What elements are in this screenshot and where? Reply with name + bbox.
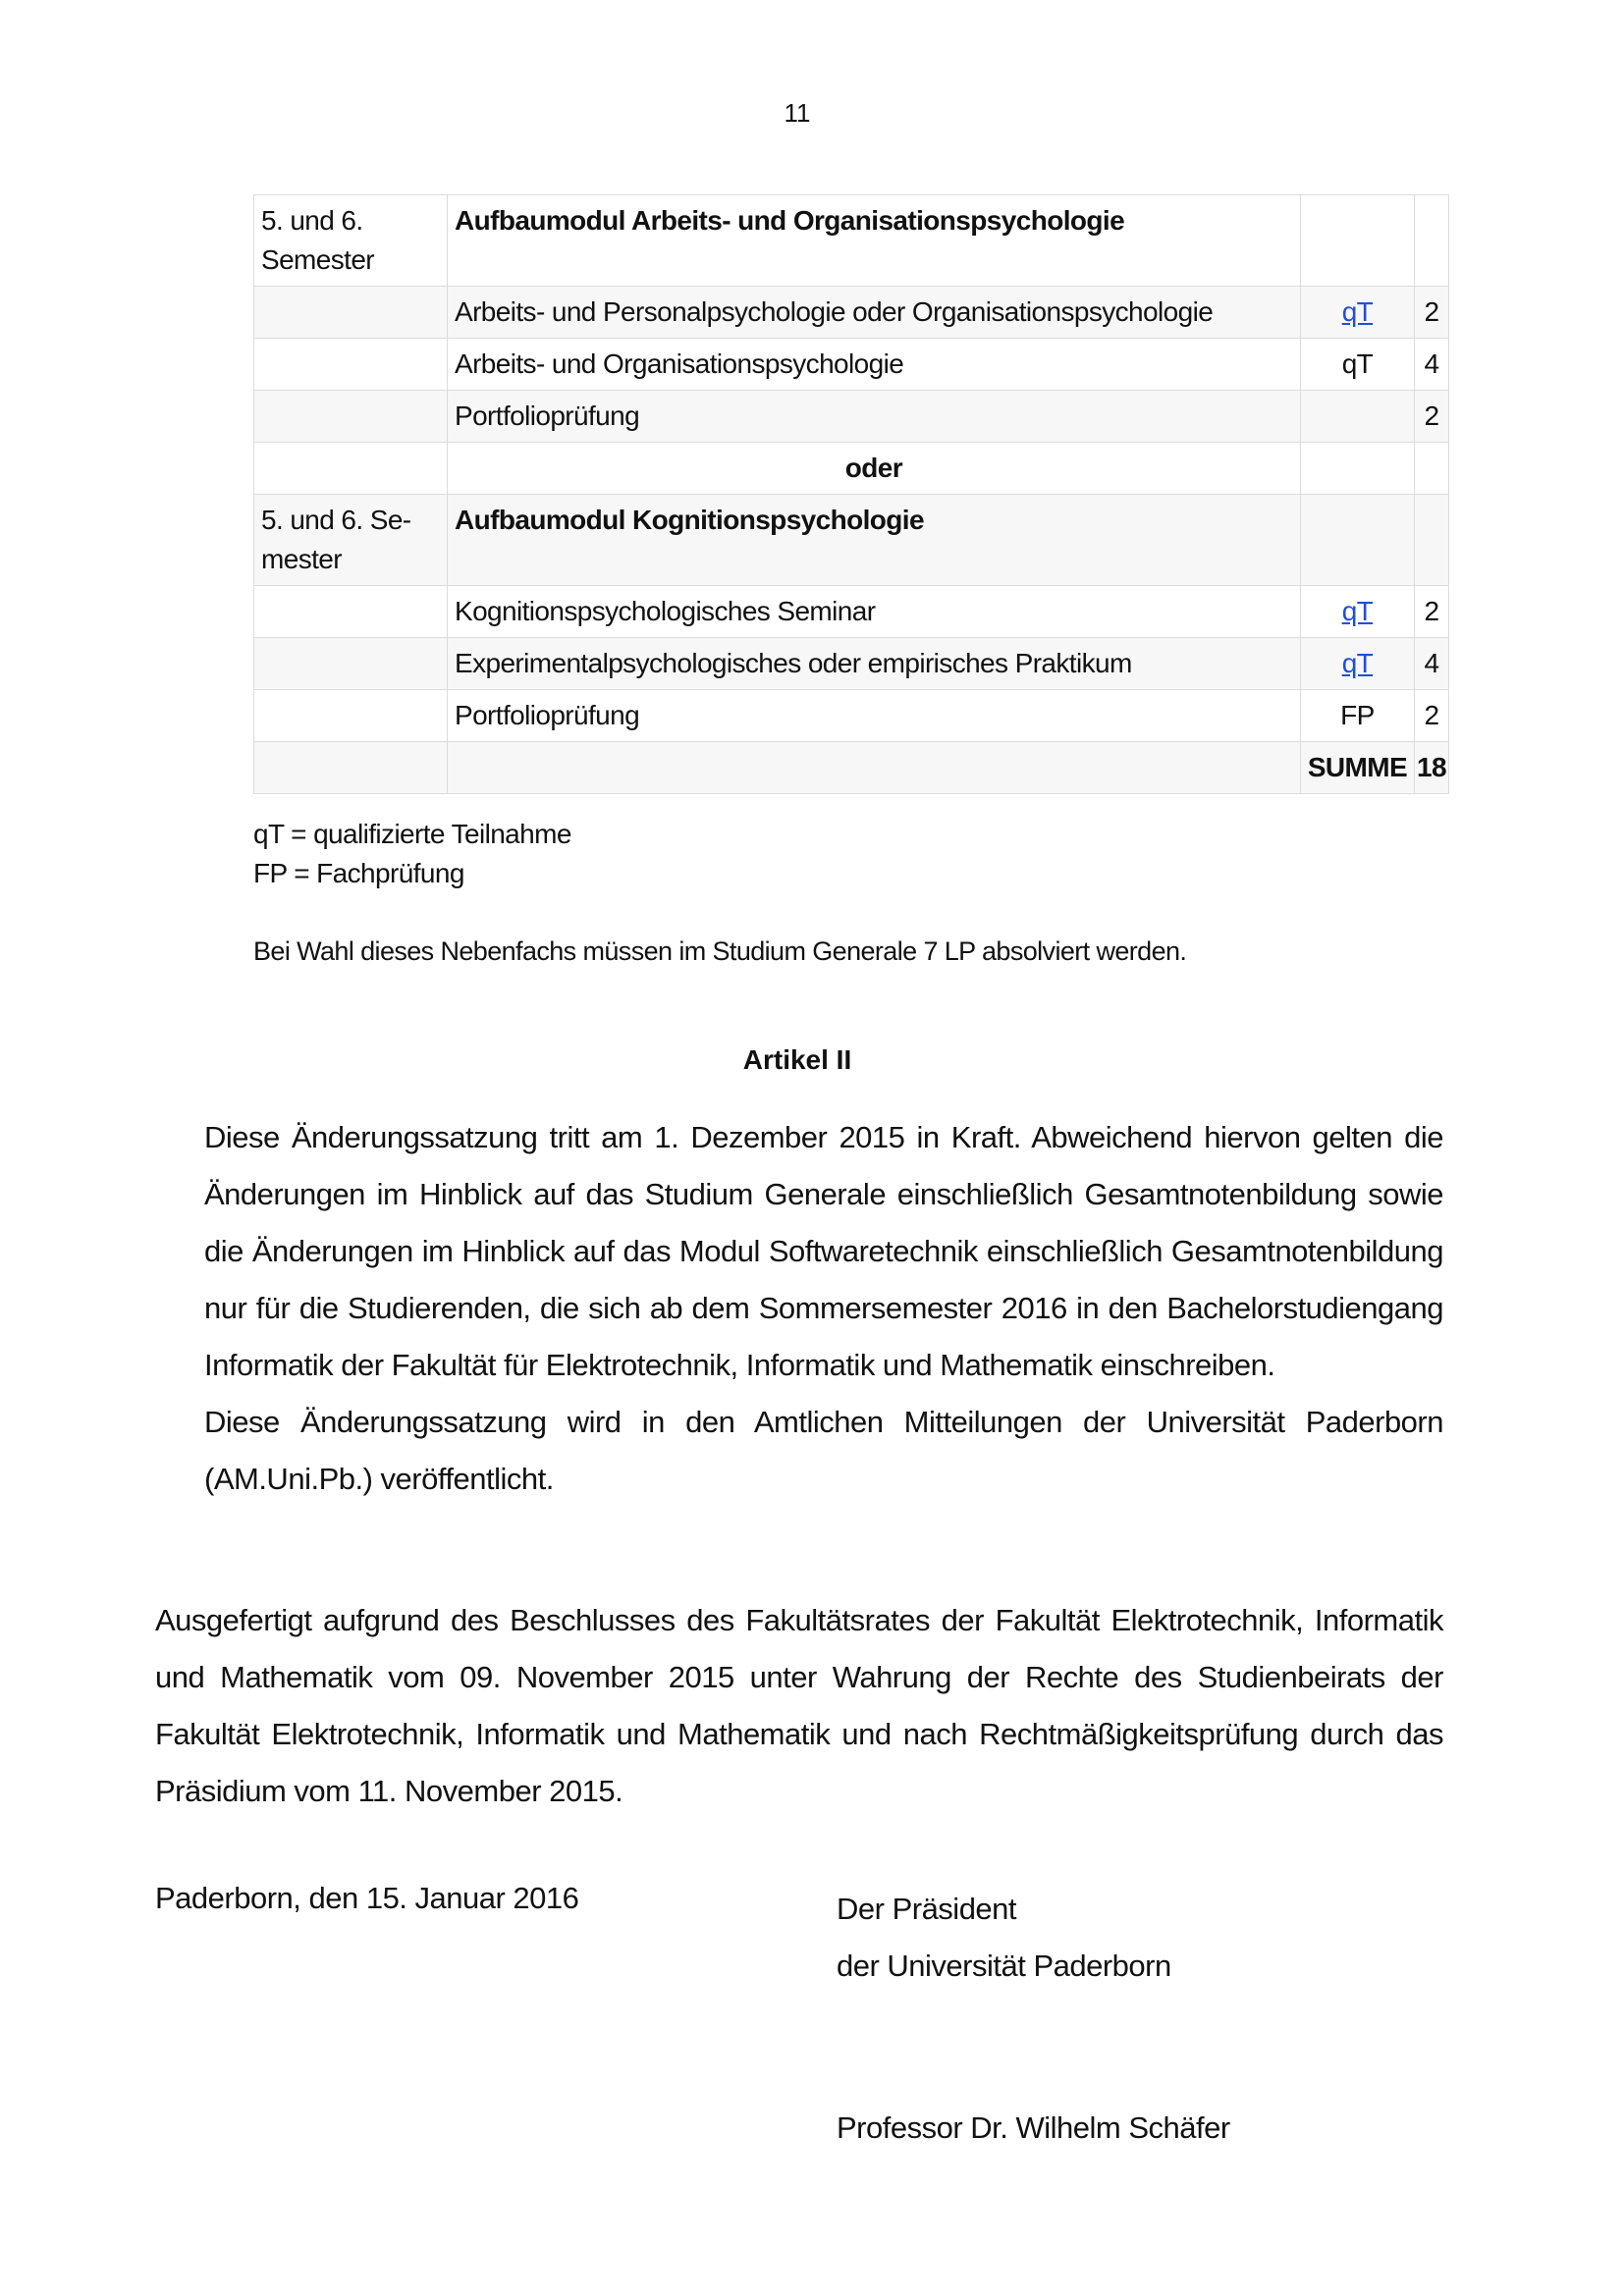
sum-label: SUMME bbox=[1300, 742, 1414, 794]
lp-cell bbox=[1415, 495, 1449, 586]
course-cell: Arbeits- und Personalpsychologie oder Organisationspsychologie bbox=[448, 287, 1301, 339]
note: Bei Wahl dieses Nebenfachs müssen im Studium Generale 7 LP absolviert werden. bbox=[253, 936, 1187, 966]
semester-cell bbox=[254, 742, 448, 794]
module-table bbox=[253, 194, 1449, 794]
table-row bbox=[254, 495, 1449, 586]
semester-cell bbox=[254, 339, 448, 391]
course-cell: Kognitionspsychologisches Seminar bbox=[448, 586, 1301, 638]
course-cell: Experimentalpsychologisches oder empirisches Praktikum bbox=[448, 638, 1301, 690]
article-paragraph-2: Diese Änderungssatzung wird in den Amtlichen Mitteilungen der Universität Paderborn (AM.Uni.Pb.) veröffentlicht. bbox=[204, 1405, 1443, 1496]
lp-cell: 2 bbox=[1415, 586, 1449, 638]
legend-qt: qT = qualifizierte Teilnahme bbox=[253, 819, 571, 849]
president-title-line1: Der Präsident bbox=[837, 1892, 1017, 1926]
page-number: 11 bbox=[784, 98, 811, 128]
signatory-name: Professor Dr. Wilhelm Schäfer bbox=[837, 2110, 1230, 2145]
table-row bbox=[254, 443, 1449, 495]
course-cell: Arbeits- und Organisationspsychologie bbox=[448, 339, 1301, 391]
table-row bbox=[254, 742, 1449, 794]
semester-cell: 5. und 6. Se-mester bbox=[254, 495, 448, 586]
lp-cell: 4 bbox=[1415, 339, 1449, 391]
table-row bbox=[254, 586, 1449, 638]
type-cell bbox=[1300, 443, 1414, 495]
table-row bbox=[254, 339, 1449, 391]
type-cell bbox=[1300, 638, 1414, 690]
type-cell bbox=[1300, 495, 1414, 586]
lp-cell bbox=[1415, 195, 1449, 287]
lp-cell: 2 bbox=[1415, 287, 1449, 339]
semester-cell bbox=[254, 690, 448, 742]
type-cell bbox=[1300, 195, 1414, 287]
legend bbox=[253, 815, 571, 893]
semester-cell bbox=[254, 391, 448, 443]
lp-cell: 2 bbox=[1415, 391, 1449, 443]
table-row bbox=[254, 391, 1449, 443]
qt-link[interactable]: qT bbox=[1341, 296, 1374, 327]
article-paragraph-1: Diese Änderungssatzung tritt am 1. Dezember 2015 in Kraft. Abweichend hiervon gelten die Änderungen im Hinblick auf das Studium Generale einschließlich Gesamtnotenbildung sowie die Änderungen im Hinblick auf das Modul Softwaretechnik einschließlich Gesamtnotenbildung nur für die Studierenden, die sich ab dem Sommersemester 2016 in den Bachelorstudiengang Informatik der Fakultät für Elektrotechnik, Informatik und Mathematik einschreiben. bbox=[204, 1120, 1443, 1382]
oder-separator: oder bbox=[448, 443, 1301, 495]
semester-cell bbox=[254, 638, 448, 690]
lp-cell: 4 bbox=[1415, 638, 1449, 690]
table-row bbox=[254, 638, 1449, 690]
type-cell bbox=[1300, 391, 1414, 443]
table-row bbox=[254, 287, 1449, 339]
qt-link[interactable]: qT bbox=[1341, 648, 1374, 678]
qt-link[interactable]: qT bbox=[1341, 596, 1374, 626]
semester-cell: 5. und 6. Semester bbox=[254, 195, 448, 287]
semester-cell bbox=[254, 287, 448, 339]
type-cell: qT bbox=[1300, 339, 1414, 391]
semester-cell bbox=[254, 443, 448, 495]
article-body bbox=[204, 1109, 1443, 1508]
table-row bbox=[254, 195, 1449, 287]
place-date: Paderborn, den 15. Januar 2016 bbox=[155, 1881, 579, 1915]
course-cell: Portfolioprüfung bbox=[448, 391, 1301, 443]
decree-paragraph: Ausgefertigt aufgrund des Beschlusses des Fakultätsrates der Fakultät Elektrotechnik, Informatik und Mathematik vom 09. November 2015 unter Wahrung der Rechte des Studienbeirats der Fakultät Elektrotechnik, Informatik und Mathematik und nach Rechtmäßigkeitsprüfung durch das Präsidium vom 11. November 2015. bbox=[155, 1603, 1443, 1808]
lp-cell: 2 bbox=[1415, 690, 1449, 742]
president-title-line2: der Universität Paderborn bbox=[837, 1949, 1171, 1983]
type-cell bbox=[1300, 586, 1414, 638]
course-cell: Portfolioprüfung bbox=[448, 690, 1301, 742]
type-cell: FP bbox=[1300, 690, 1414, 742]
legend-fp: FP = Fachprüfung bbox=[253, 858, 464, 888]
semester-cell bbox=[254, 586, 448, 638]
type-cell bbox=[1300, 287, 1414, 339]
table-row bbox=[254, 690, 1449, 742]
lp-cell bbox=[1415, 443, 1449, 495]
sum-value: 18 bbox=[1415, 742, 1449, 794]
module-title: Aufbaumodul Kognitionspsychologie bbox=[448, 495, 1301, 586]
article-heading: Artikel II bbox=[742, 1044, 852, 1075]
president-title bbox=[837, 1881, 1171, 1995]
module-title: Aufbaumodul Arbeits- und Organisationspsychologie bbox=[448, 195, 1301, 287]
course-cell bbox=[448, 742, 1301, 794]
